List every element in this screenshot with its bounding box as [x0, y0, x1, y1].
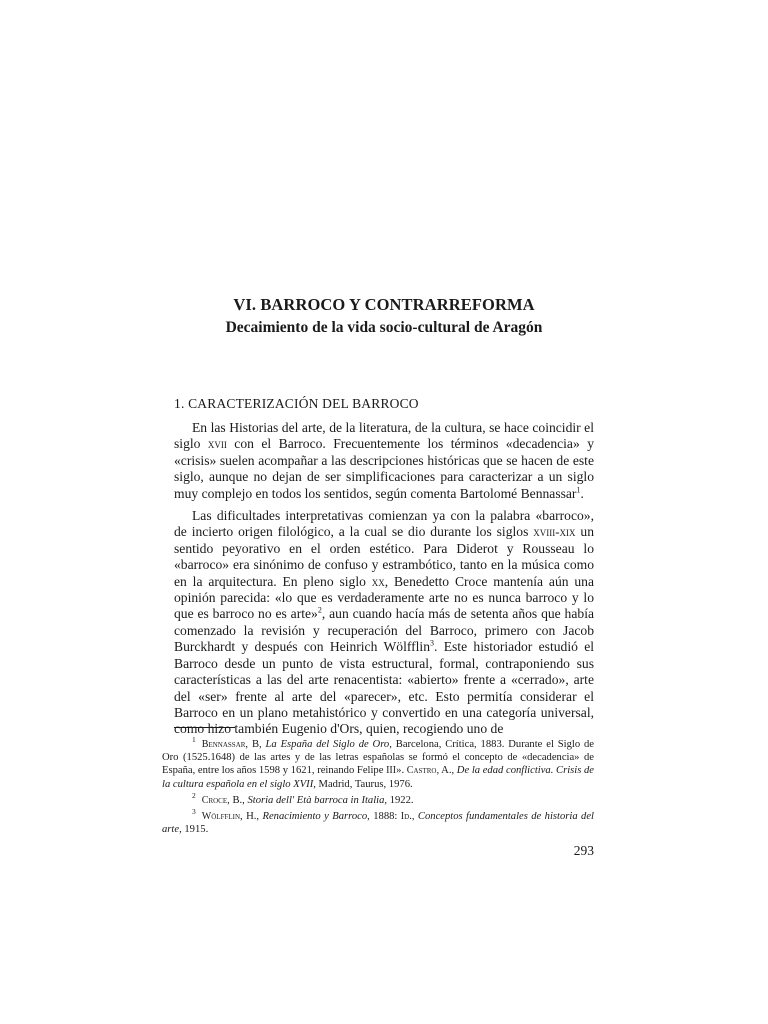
footnote-title: Conceptos fundamentales de historia del arte — [162, 811, 595, 836]
chapter-subtitle: Decaimiento de la vida socio-cultural de Aragón — [225, 319, 543, 336]
footnote-text: , Barcelona, Crítica, 1883. Durante el Siglo de Oro (1525.1648) de las artes y de las letras españolas se formó el concepto de «decadencia» de España, entre los años 1598 y 1621, reinando Felipe — [162, 739, 594, 777]
century-numeral: xvii — [207, 436, 227, 452]
footnote-number-1: 1 — [192, 735, 196, 745]
footnote-1 — [162, 735, 595, 791]
centuries-numeral: xviii-xix — [533, 524, 576, 540]
footnote-ref-3[interactable]: 3 — [430, 638, 435, 648]
footnote-text: , B, — [245, 739, 266, 750]
century-numeral-2: xx — [371, 573, 385, 589]
footnotes — [162, 735, 595, 839]
footnote-text: ., — [409, 811, 418, 823]
footnote-2 — [162, 791, 594, 807]
footnote-king: III — [386, 765, 397, 777]
footnote-3 — [162, 807, 595, 836]
paragraph-2-text-c: , Benedetto Croce mantenía aún una opinión parecida: «lo que es verdaderamente arte no es nunca barroco y lo que es barroco no es arte» — [174, 573, 595, 622]
footnote-title: La España del Siglo de Oro — [265, 739, 390, 750]
footnote-number-3: 3 — [192, 807, 196, 817]
paragraph-1-text-a: En las Historias del arte, de la literatura, de la cultura, se hace coincidir el siglo — [174, 420, 594, 452]
paragraph-2 — [174, 508, 594, 738]
footnote-text: ». — [396, 765, 407, 777]
footnote-text: , H., — [240, 811, 263, 823]
footnote-text: , A., — [436, 765, 457, 777]
footnote-title: Renacimiento y Barroco — [262, 811, 368, 823]
footnote-author: Wölfflin — [201, 811, 241, 823]
footnote-text: , 1922. — [384, 794, 414, 806]
paragraph-2-text-e: . Este historiador estudió el Barroco desde un punto de vista estructural, formal, contraponiendo sus características a las del arte renacentista: «abierto» frente a «cerrado», arte del «ser» frente al arte del «parecer», etc. Esto permitía considerar el Barroco en un plano metahistórico y convertido en una categoría universal, como hizo también Eugenio d'Ors, quien, recogiendo uno de — [174, 639, 595, 737]
body-text — [174, 420, 594, 744]
footnote-ref-1[interactable]: 1 — [576, 485, 581, 495]
footnote-divider — [174, 727, 235, 728]
paragraph-1 — [174, 420, 594, 502]
paragraph-2-text-b: un sentido peyorativo en el orden estético. Para Diderot y Rousseau lo «barroco» era sinónimo de confuso y estrambótico, tanto en la música como en la arquitectura. En pleno siglo — [174, 524, 594, 589]
footnote-text: , B., — [227, 794, 248, 806]
chapter-title: VI. BARROCO Y CONTRARREFORMA — [233, 295, 535, 314]
paragraph-2-text-d: , aun cuando hacía más de setenta años que había comenzado la revisión y recuperación del Barroco, primero con Jacob Burckhardt y después con Heinrich Wölfflin — [174, 606, 594, 655]
footnote-text: , 1888: — [367, 811, 401, 823]
footnote-author: Castro — [406, 765, 437, 777]
footnote-title: Storia dell' Età barroca in Italia — [247, 794, 385, 806]
section-heading: 1. CARACTERIZACIÓN DEL BARROCO — [174, 396, 419, 411]
footnote-ibid: Id — [400, 811, 410, 823]
footnote-number-2: 2 — [192, 791, 196, 801]
paragraph-1-text-c: . — [580, 485, 584, 501]
footnote-text: , Madrid, Taurus, 1976. — [313, 778, 413, 790]
footnote-ref-2[interactable]: 2 — [317, 605, 322, 615]
page-number: 293 — [573, 843, 594, 858]
footnote-author: Bennassar — [201, 739, 246, 750]
footnote-text: , 1915. — [179, 824, 209, 836]
footnote-title: De la edad conflictiva. Crisis de la cultura española en el siglo XVII — [162, 765, 595, 790]
paragraph-2-text-a: Las dificultades interpretativas comienzan ya con la palabra «barroco», de incierto origen filológico, a la cual se dio durante los siglos — [174, 508, 594, 540]
paragraph-1-text-b: con el Barroco. Frecuentemente los términos «decadencia» y «crisis» suelen acompañar a las descripciones históricas que se hacen de este siglo, aunque no dejan de ser simplificaciones para caracterizar a un siglo muy complejo en todos los sentidos, según comenta Bartolomé Bennassar — [174, 436, 594, 501]
footnote-author: Croce — [201, 794, 228, 806]
